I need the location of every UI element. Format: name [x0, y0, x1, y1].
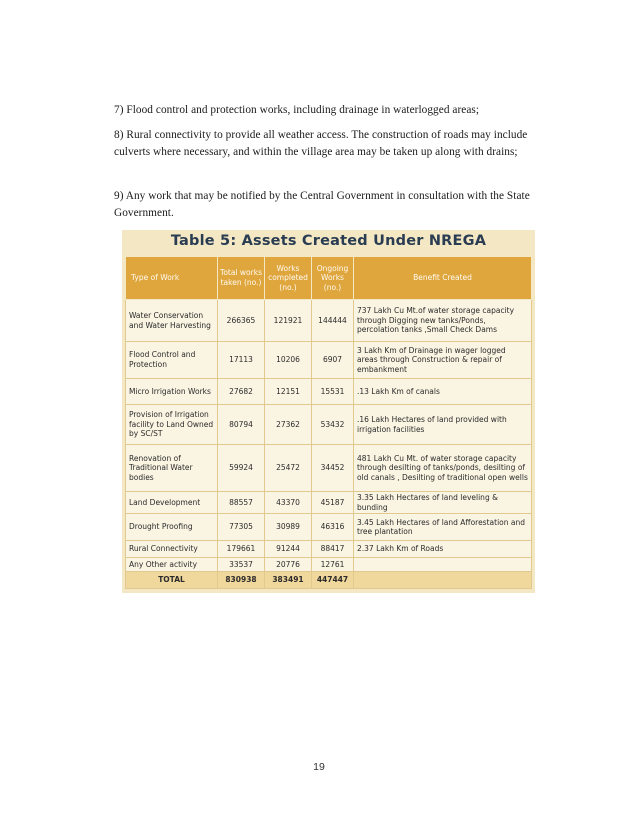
cell-total: 77305 [218, 514, 265, 541]
table-row [126, 541, 532, 558]
total-ongoing: 447447 [312, 572, 354, 589]
table-row [126, 514, 532, 541]
cell-total: 27682 [218, 379, 265, 405]
header-ongoing-works: Ongoing Works (no.) [312, 257, 354, 300]
cell-benefit: .16 Lakh Hectares of land provided with irrigation facilities [354, 405, 532, 445]
cell-type: Land Development [126, 492, 218, 514]
table-row [126, 379, 532, 405]
cell-ongoing: 46316 [312, 514, 354, 541]
cell-type: Flood Control and Protection [126, 342, 218, 379]
table-row [126, 405, 532, 445]
cell-total: 80794 [218, 405, 265, 445]
table-header-row [126, 257, 532, 300]
cell-benefit [354, 558, 532, 572]
paragraph-item-9: 9) Any work that may be notified by the Central Government in consultation with the State Government. [114, 190, 530, 219]
cell-completed: 20776 [265, 558, 312, 572]
cell-completed: 25472 [265, 445, 312, 492]
table-row [126, 558, 532, 572]
table-total-row [126, 572, 532, 589]
paragraph-item-8: 8) Rural connectivity to provide all weather access. The construction of roads may include culverts where necessary, and within the village area may be taken up along with drains; [114, 129, 528, 158]
cell-benefit: 3.35 Lakh Hectares of land leveling & bunding [354, 492, 532, 514]
cell-total: 179661 [218, 541, 265, 558]
cell-ongoing: 144444 [312, 300, 354, 342]
header-benefit-created: Benefit Created [354, 257, 532, 300]
header-type-of-work: Type of Work [126, 257, 218, 300]
total-works: 830938 [218, 572, 265, 589]
cell-benefit: .13 Lakh Km of canals [354, 379, 532, 405]
total-completed: 383491 [265, 572, 312, 589]
cell-completed: 43370 [265, 492, 312, 514]
cell-type: Micro Irrigation Works [126, 379, 218, 405]
cell-ongoing: 34452 [312, 445, 354, 492]
cell-ongoing: 12761 [312, 558, 354, 572]
cell-type: Any Other activity [126, 558, 218, 572]
cell-total: 88557 [218, 492, 265, 514]
assets-table-figure [122, 230, 535, 593]
table-row [126, 492, 532, 514]
page-number: 19 [313, 761, 325, 773]
table-row [126, 342, 532, 379]
cell-ongoing: 53432 [312, 405, 354, 445]
cell-benefit: 3.45 Lakh Hectares of land Afforestation and tree plantation [354, 514, 532, 541]
total-label: TOTAL [126, 572, 218, 589]
header-works-completed: Works completed (no.) [265, 257, 312, 300]
cell-benefit: 481 Lakh Cu Mt. of water storage capacity through desilting of tanks/ponds, desilting of old canals , Desilting of traditional open wells [354, 445, 532, 492]
total-benefit [354, 572, 532, 589]
cell-completed: 12151 [265, 379, 312, 405]
cell-completed: 91244 [265, 541, 312, 558]
cell-total: 33537 [218, 558, 265, 572]
cell-type: Renovation of Traditional Water bodies [126, 445, 218, 492]
cell-ongoing: 45187 [312, 492, 354, 514]
table-row [126, 445, 532, 492]
cell-completed: 121921 [265, 300, 312, 342]
assets-table [125, 256, 532, 589]
table-row [126, 300, 532, 342]
cell-type: Rural Connectivity [126, 541, 218, 558]
cell-completed: 10206 [265, 342, 312, 379]
cell-total: 59924 [218, 445, 265, 492]
cell-benefit: 737 Lakh Cu Mt.of water storage capacity through Digging new tanks/Ponds, percolation tanks ,Small Check Dams [354, 300, 532, 342]
cell-total: 17113 [218, 342, 265, 379]
table-title: Table 5: Assets Created Under NREGA [170, 233, 487, 249]
cell-benefit: 3 Lakh Km of Drainage in wager logged areas through Construction & repair of embankment [354, 342, 532, 379]
cell-type: Water Conservation and Water Harvesting [126, 300, 218, 342]
cell-type: Drought Proofing [126, 514, 218, 541]
cell-completed: 27362 [265, 405, 312, 445]
header-total-works: Total works taken (no.) [218, 257, 265, 300]
cell-ongoing: 15531 [312, 379, 354, 405]
cell-completed: 30989 [265, 514, 312, 541]
paragraph-item-7: 7) Flood control and protection works, including drainage in waterlogged areas; [114, 104, 480, 116]
cell-total: 266365 [218, 300, 265, 342]
cell-benefit: 2.37 Lakh Km of Roads [354, 541, 532, 558]
cell-ongoing: 6907 [312, 342, 354, 379]
cell-ongoing: 88417 [312, 541, 354, 558]
cell-type: Provision of Irrigation facility to Land Owned by SC/ST [126, 405, 218, 445]
